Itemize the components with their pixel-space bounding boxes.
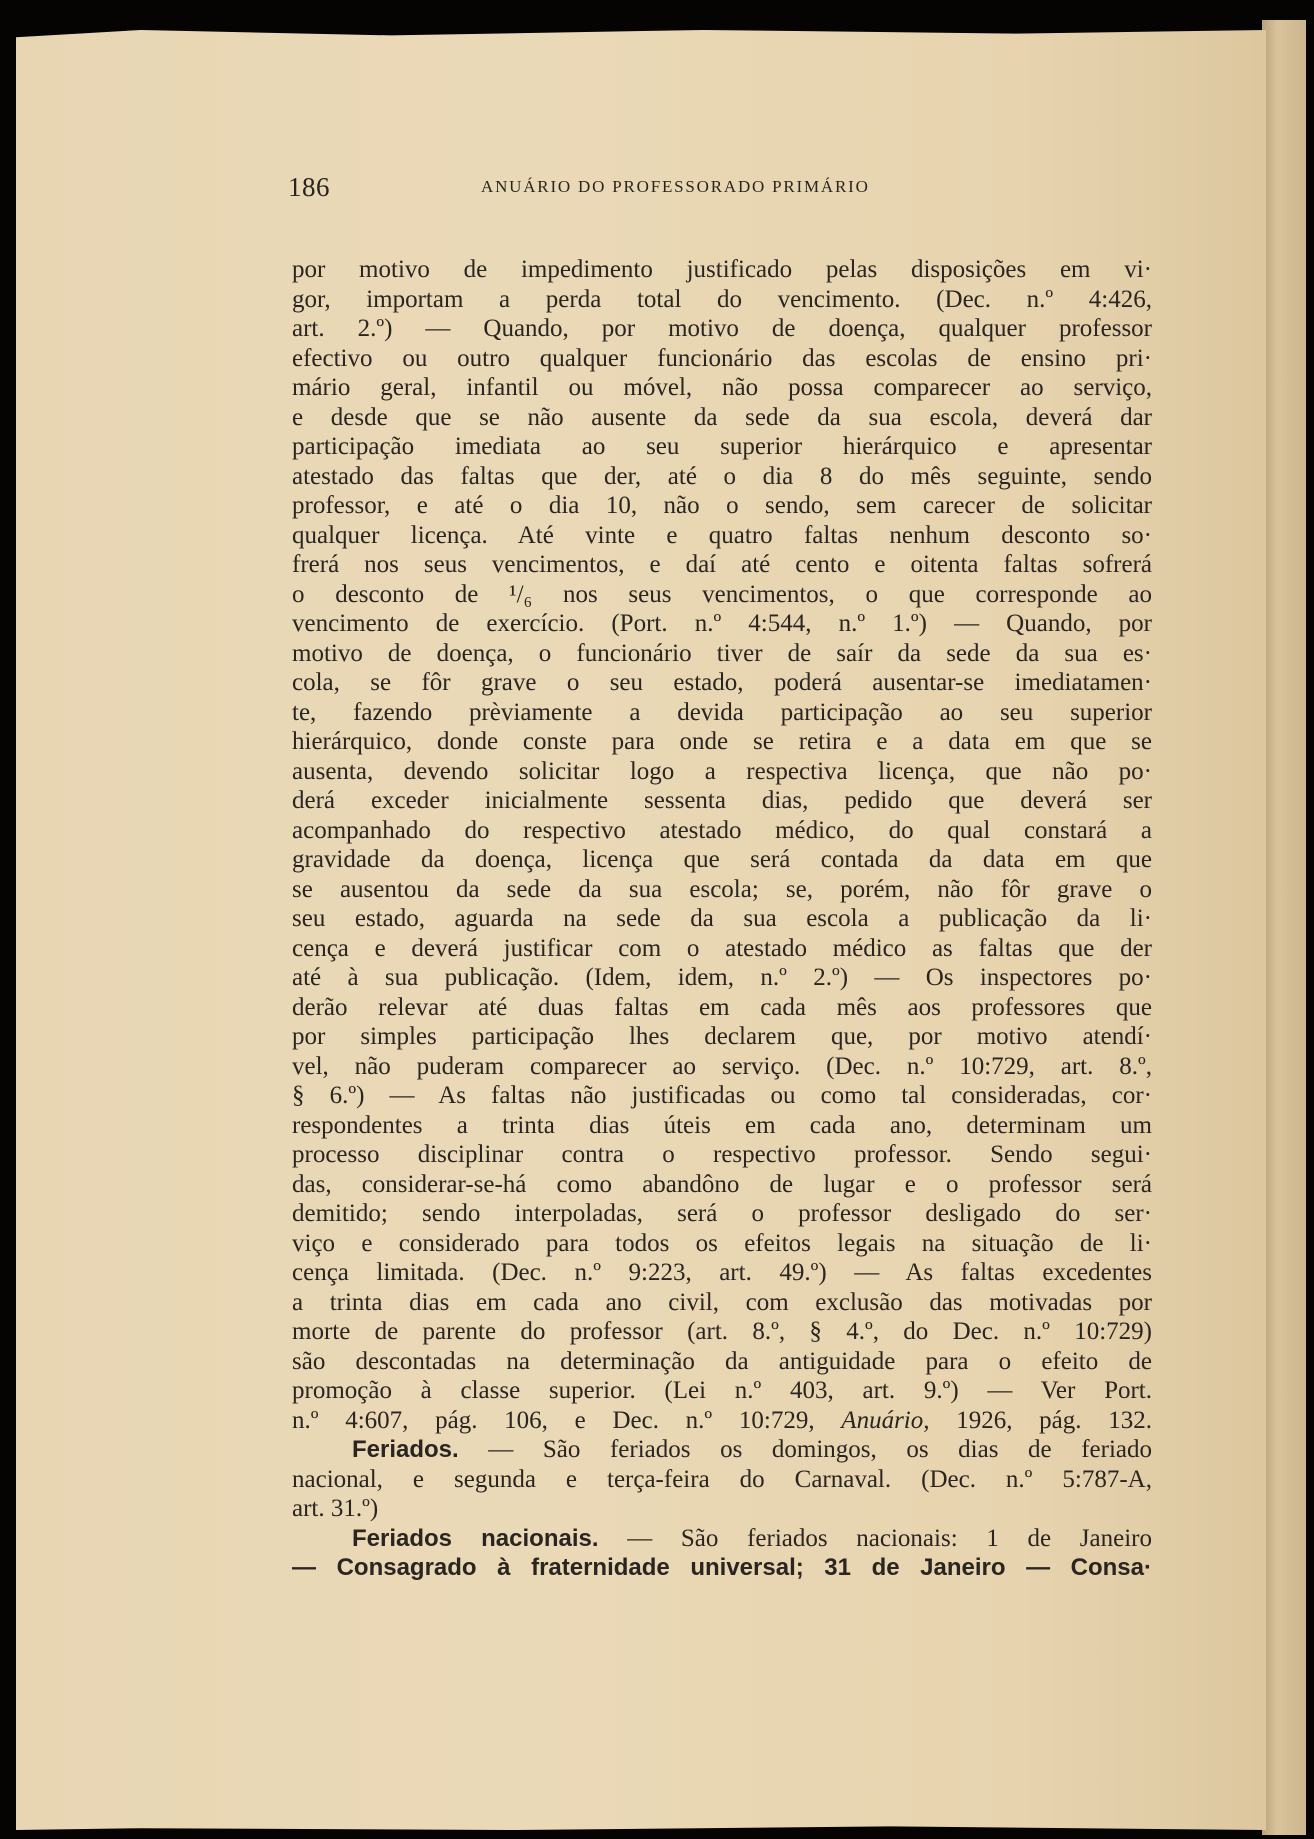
feriados-nacionais-first-line	[292, 1524, 1152, 1554]
text-line: motivo de doença, o funcionário tiver de saír da sede da sua es·	[292, 639, 1152, 667]
text-line: qualquer licença. Até vinte e quatro faltas nenhum desconto so·	[292, 521, 1152, 549]
feriados-paragraph-first-line	[292, 1435, 1152, 1465]
running-title: ANUÁRIO DO PROFESSORADO PRIMÁRIO	[481, 177, 870, 196]
text-line: te, fazendo prèviamente a devida participação ao seu superior	[292, 698, 1152, 726]
text-line: cola, se fôr grave o seu estado, poderá ausentar-se imediatamen·	[292, 669, 1152, 696]
text-line: vencimento de exercício. (Port. n.º 4:544, n.º 1.º) — Quando, por	[292, 610, 1152, 637]
text-line: efectivo ou outro qualquer funcionário das escolas de ensino pri·	[292, 344, 1152, 372]
text-line: por motivo de impedimento justificado pelas disposições em vi·	[292, 256, 1152, 283]
text-line: por simples participação lhes declarem que, por motivo atendí·	[292, 1023, 1152, 1050]
text-line: seu estado, aguarda na sede da sua escola a publicação da li·	[292, 905, 1152, 932]
text-line: são descontadas na determinação da antiguidade para o efeito de	[292, 1347, 1152, 1375]
text-line: demitido; sendo interpoladas, será o professor desligado do ser·	[292, 1200, 1152, 1227]
text-line: gravidade da doença, licença que será contada da data em que	[292, 846, 1152, 873]
text-line: art. 31.º)	[292, 1495, 379, 1522]
text-line: se ausentou da sede da sua escola; se, porém, não fôr grave o	[292, 875, 1152, 903]
text-line: art. 2.º) — Quando, por motivo de doença, qualquer professor	[292, 315, 1152, 342]
text-line: professor, e até o dia 10, não o sendo, sem carecer de solicitar	[292, 492, 1152, 519]
text-line: ausenta, devendo solicitar logo a respectiva licença, que não po·	[292, 757, 1152, 785]
page-number: 186	[288, 172, 330, 202]
text-line: respondentes a trinta dias úteis em cada ano, determinam um	[292, 1111, 1152, 1139]
text-line: até à sua publicação. (Idem, idem, n.º 2.º) — Os inspectores po·	[292, 964, 1152, 991]
text-line: participação imediata ao seu superior hierárquico e apresentar	[292, 433, 1152, 460]
text-line: viço e considerado para todos os efeitos legais na situação de li·	[292, 1229, 1152, 1257]
text-line: gor, importam a perda total do vencimento. (Dec. n.º 4:426,	[292, 285, 1152, 313]
text-line: mário geral, infantil ou móvel, não possa comparecer ao serviço,	[292, 374, 1152, 401]
text-line: frerá nos seus vencimentos, e daí até cento e oitenta faltas sofrerá	[292, 551, 1152, 578]
text-run: 1926, pág. 132.	[956, 1406, 1152, 1434]
text-line: nacional, e segunda e terça-feira do Carnaval. (Dec. n.º 5:787-A,	[292, 1465, 1152, 1493]
text-line: derão relevar até duas faltas em cada mês aos professores que	[292, 993, 1152, 1021]
text-line: processo disciplinar contra o respectivo professor. Sendo segui·	[292, 1141, 1152, 1168]
feriados-nacionais-heading: Feriados nacionais.	[352, 1524, 599, 1552]
text-line: e desde que se não ausente da sede da sua escola, deverá dar	[292, 403, 1152, 431]
text-line: cença limitada. (Dec. n.º 9:223, art. 49.º) — As faltas excedentes	[292, 1259, 1152, 1286]
adjacent-page-edge	[1262, 20, 1306, 1835]
feriados-heading: Feriados.	[352, 1436, 459, 1463]
italic-title: Anuário,	[841, 1406, 930, 1434]
text-line: a trinta dias em cada ano civil, com exclusão das motivadas por	[292, 1288, 1152, 1316]
text-line: hierárquico, donde conste para onde se retira e a data em que se	[292, 728, 1152, 755]
text-line-with-italic	[292, 1406, 1152, 1436]
page-header	[288, 172, 988, 208]
text-line: derá exceder inicialmente sessenta dias, pedido que deverá ser	[292, 787, 1152, 814]
text-run: n.º 4:607, pág. 106, e Dec. n.º 10:729,	[292, 1406, 815, 1434]
text-line: acompanhado do respectivo atestado médico, do qual constará a	[292, 816, 1152, 844]
text-line: atestado das faltas que der, até o dia 8 do mês seguinte, sendo	[292, 462, 1152, 490]
body-text	[292, 255, 1152, 1583]
text-line: cença e deverá justificar com o atestado médico as faltas que der	[292, 934, 1152, 962]
text-run: — São feriados os domingos, os dias de feriado	[458, 1436, 1152, 1463]
text-run: — São feriados nacionais: 1 de Janeiro	[598, 1524, 1152, 1552]
text-line: o desconto de ¹/₆ nos seus vencimentos, o que corresponde ao	[292, 580, 1152, 608]
text-line: vel, não puderam comparecer ao serviço. (Dec. n.º 10:729, art. 8.º,	[292, 1052, 1152, 1080]
text-line-bold: — Consagrado à fraternidade universal; 31 de Janeiro — Consa·	[292, 1554, 1152, 1581]
text-line: morte de parente do professor (art. 8.º, § 4.º, do Dec. n.º 10:729)	[292, 1318, 1152, 1345]
text-line: das, considerar-se-há como abandôno de lugar e o professor será	[292, 1170, 1152, 1198]
text-line: § 6.º) — As faltas não justificadas ou como tal consideradas, cor·	[292, 1082, 1152, 1109]
text-line: promoção à classe superior. (Lei n.º 403, art. 9.º) — Ver Port.	[292, 1377, 1152, 1404]
